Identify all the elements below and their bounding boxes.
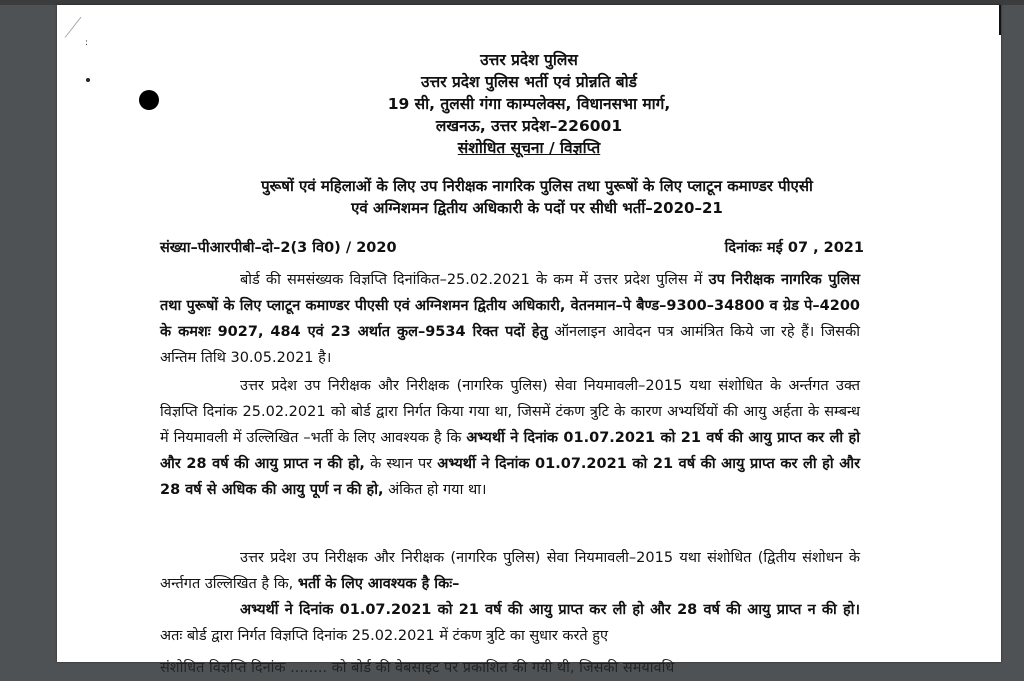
cutoff-text-line: संशोधित विज्ञप्ति दिनांक ........ को बोर्ड की वेबसाइट पर प्रकाशित की गयी थी, जिसकी समयावधि (160, 660, 675, 676)
para2-bold-2: अभ्यर्थी ने दिनांक 01.07.2021 को 21 वर्ष की आयु प्राप्त कर ली हो और 28 वर्ष से अधिक की आयु पूर्ण न की हो, (160, 456, 860, 498)
para2-text: उत्तर प्रदेश उप निरीक्षक और निरीक्षक (नागरिक पुलिस) सेवा नियमावली–2015 यथा संशोधित के अर्न्तगत उक्त विज्ञप्ति दिनांक 25.02.2021 को बोर्ड द्वारा निर्गत किया गया था, जिसमें टंकण त्रुटि के कारण अभ्यर्थियों की आयु अर्हता के सम्बन्ध में नियमावली में उल्लिखित –भर्ती के लिए आवश्यक है कि (160, 378, 860, 446)
notice-subject (157, 175, 917, 219)
address-line: 19 सी, तुलसी गंगा काम्पलेक्स, विधानसभा मार्ग, (387, 95, 671, 113)
para2-text-mid: के स्थान पर (364, 456, 438, 472)
notice-title: संशोधित सूचना / विज्ञप्ति (457, 139, 601, 157)
para1-text: बोर्ड की समसंख्यक विज्ञप्ति दिनांकित–25.02.2021 के कम में उत्तर प्रदेश पुलिस में (240, 272, 709, 288)
reference-number: संख्या–पीआरपीबी–दो–2(3 वि0) / 2020 (160, 240, 397, 256)
page-edge-mark (999, 5, 1001, 35)
paragraph-4 (160, 597, 860, 649)
reference-line (160, 237, 864, 257)
scan-artifact-mark: : (85, 38, 89, 48)
para2-bold-1: अभ्यर्थी ने दिनांक 01.07.2021 को 21 वर्ष की आयु प्राप्त कर ली हो और 28 वर्ष की आयु प्राप्त न की हो, (160, 430, 860, 472)
city-line: लखनऊ, उत्तर प्रदेश–226001 (435, 117, 623, 135)
reference-date: दिनांकः मई 07 , 2021 (724, 240, 864, 256)
board-name: उत्तर प्रदेश पुलिस भर्ती एवं प्रोन्नति बोर्ड (421, 73, 637, 91)
paragraph-3 (160, 545, 860, 597)
para2-text-end: अंकित हो गया था। (383, 482, 487, 498)
paragraph-1 (160, 267, 860, 371)
para1-bold: उप निरीक्षक नागरिक पुलिस तथा पुरूषों के लिए प्लाटून कमाण्डर पीएसी एवं अग्निशमन द्वितीय अधिकारी, वेतनमान–पे बैण्ड–9300–34800 व ग्रेड पे–4200 के कमशः 9027, 484 एवं 23 अर्थात कुल–9534 रिक्त पदों हेतु (160, 272, 860, 340)
para3-text: उत्तर प्रदेश उप निरीक्षक और निरीक्षक (नागरिक पुलिस) सेवा नियमावली–2015 यथा संशोधित (द्वितीय संशोधन के अर्न्तगत उल्लिखित है कि, (160, 550, 860, 592)
document-page (57, 5, 1001, 676)
org-name: उत्तर प्रदेश पुलिस (480, 51, 578, 69)
subject-line-2: एवं अग्निशमन द्वितीय अधिकारी के पदों पर सीधी भर्ती–2020–21 (351, 199, 723, 217)
subject-line-1: पुरूषों एवं महिलाओं के लिए उप निरीक्षक नागरिक पुलिस तथा पुरूषों के लिए प्लाटून कमाण्डर पीएसी (261, 177, 813, 195)
para1-text-end: ऑनलाइन आवेदन पत्र आमंत्रित किये जा रहे हैं। जिसकी अन्तिम तिथि 30.05.2021 है। (160, 324, 860, 366)
para3-bold: भर्ती के लिए आवश्यक है किः– (297, 576, 460, 592)
para4-text: अतः बोर्ड द्वारा निर्गत विज्ञप्ति दिनांक 25.02.2021 में टंकण त्रुटि का सुधार करते हुए (160, 628, 609, 644)
paragraph-2 (160, 373, 860, 503)
para4-bold: अभ्यर्थी ने दिनांक 01.07.2021 को 21 वर्ष की आयु प्राप्त कर ली हो और 28 वर्ष की आयु प्राप्त न की हो। (240, 602, 860, 618)
letterhead (57, 49, 1001, 159)
scan-artifact-line (65, 17, 82, 38)
